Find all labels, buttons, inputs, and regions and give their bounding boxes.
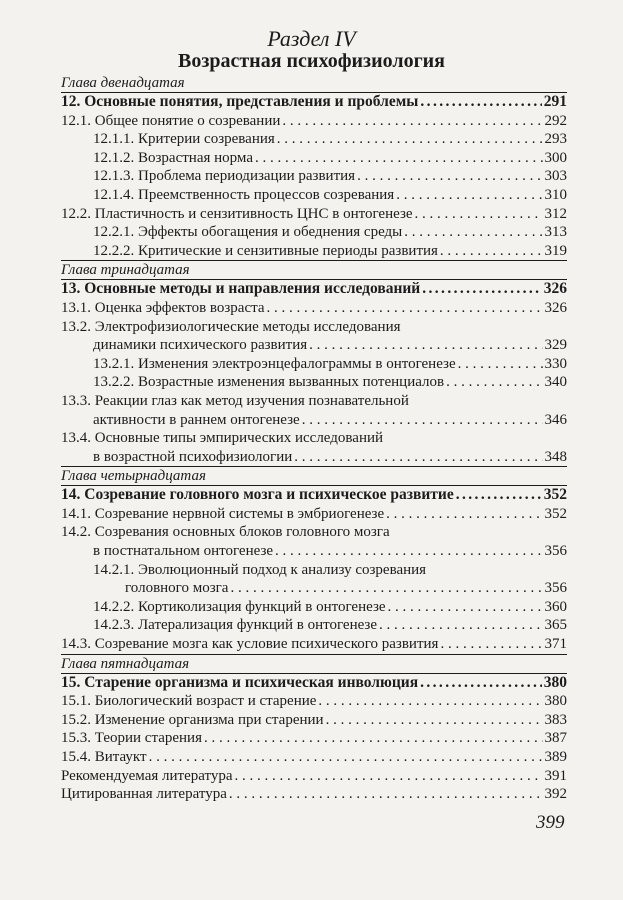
entry-title: Цитированная литература <box>61 786 227 803</box>
entry-title: 14. Созревание головного мозга и психическое развитие <box>61 486 454 504</box>
entry-page: 365 <box>544 617 567 634</box>
entry-title: 14.2.3. Латерализация функций в онтогенезе <box>93 617 378 634</box>
entry-page: 292 <box>544 112 567 129</box>
entry-title: 14.2.2. Кортиколизация функций в онтогенезе <box>93 598 386 615</box>
leader-dots <box>388 598 543 617</box>
toc-entry <box>61 692 567 711</box>
entry-title: 14.1. Созревание нервной системы в эмбриогенезе <box>61 505 385 522</box>
leader-dots <box>404 223 542 242</box>
entry-title: в возрастной психофизиологии <box>93 448 293 465</box>
toc-entry <box>61 505 567 524</box>
entry-page: 380 <box>543 673 567 691</box>
leader-dots <box>149 748 543 767</box>
toc-entry <box>61 242 567 261</box>
toc-entry <box>61 767 567 786</box>
toc-entry <box>61 112 567 131</box>
entry-page: 391 <box>544 767 567 784</box>
entry-page: 303 <box>544 168 567 185</box>
chapter-heading-12 <box>61 93 567 112</box>
toc-entry <box>61 542 567 561</box>
toc-entry <box>61 729 567 748</box>
leader-dots <box>277 130 543 149</box>
entry-title: 13.2.2. Возрастные изменения вызванных потенциалов <box>93 374 445 391</box>
toc-entry <box>61 167 567 186</box>
entry-title: в постнатальном онтогенезе <box>93 543 274 560</box>
entry-page: 312 <box>544 205 567 222</box>
leader-dots <box>302 411 543 430</box>
leader-dots <box>204 729 543 748</box>
toc-entry <box>61 616 567 635</box>
toc-entry <box>61 149 567 168</box>
entry-page: 383 <box>544 711 567 728</box>
entry-title: головного мозга <box>125 580 229 597</box>
toc-entry <box>61 186 567 205</box>
entry-title-line: 13.2. Электрофизиологические методы исследования <box>61 318 401 335</box>
entry-page: 356 <box>544 543 567 560</box>
entry-title-line: 13.4. Основные типы эмпирических исследований <box>61 430 384 447</box>
entry-title: 13.1. Оценка эффектов возраста <box>61 299 265 316</box>
entry-page: 387 <box>544 730 567 747</box>
leader-dots <box>309 336 542 355</box>
page-number: 399 <box>536 812 565 833</box>
entry-title: 12.2.1. Эффекты обогащения и обеднения среды <box>93 224 403 241</box>
toc-entry <box>61 748 567 767</box>
entry-title: 12.1. Общее понятие о созревании <box>61 112 281 129</box>
entry-title: 15.2. Изменение организма при старении <box>61 711 324 728</box>
toc-entry <box>61 223 567 242</box>
toc-entry <box>61 448 567 467</box>
entry-title: 12.2.2. Критические и сензитивные периоды развития <box>93 242 438 259</box>
chapter-label-14: Глава четырнадцатая <box>61 468 206 485</box>
toc-entry <box>61 373 567 392</box>
leader-dots <box>415 205 543 224</box>
leader-dots <box>326 711 543 730</box>
entry-page: 392 <box>544 786 567 803</box>
entry-title: Рекомендуемая литература <box>61 767 233 784</box>
entry-page: 310 <box>544 186 567 203</box>
entry-page: 330 <box>544 355 567 372</box>
toc-entry <box>61 130 567 149</box>
leader-dots <box>235 767 543 786</box>
entry-page: 348 <box>544 448 567 465</box>
entry-title: 12.2. Пластичность и сензитивность ЦНС в онтогенезе <box>61 205 413 222</box>
toc-entry <box>61 598 567 617</box>
leader-dots <box>446 373 542 392</box>
entry-title-line: 14.2.1. Эволюционный подход к анализу созревания <box>93 561 427 578</box>
toc-entry <box>61 411 567 430</box>
entry-page: 313 <box>544 224 567 241</box>
toc-entry <box>61 785 567 804</box>
toc-entry <box>61 299 567 318</box>
entry-page: 352 <box>543 486 567 504</box>
chapter-heading-13 <box>61 280 567 299</box>
chapter-label-15: Глава пятнадцатая <box>61 655 190 672</box>
entry-page: 329 <box>544 337 567 354</box>
leader-dots <box>422 280 542 299</box>
section-label: Раздел IV <box>267 26 356 51</box>
chapter-heading-15 <box>61 674 567 693</box>
entry-title: 13. Основные методы и направления исследований <box>61 280 421 298</box>
entry-title: активности в раннем онтогенезе <box>93 411 300 428</box>
entry-title: 13.2.1. Изменения электроэнцефалограммы в онтогенезе <box>93 355 456 372</box>
entry-title: 12.1.2. Возрастная норма <box>93 149 253 166</box>
entry-page: 360 <box>544 598 567 615</box>
leader-dots <box>420 93 541 112</box>
entry-title: 14.3. Созревание мозга как условие психического развития <box>61 636 439 653</box>
leader-dots <box>420 674 542 693</box>
leader-dots <box>230 579 542 598</box>
entry-title-line: 13.3. Реакции глаз как метод изучения познавательной <box>61 392 409 409</box>
entry-page: 291 <box>543 93 567 110</box>
entry-title: 15.4. Витаукт <box>61 749 147 765</box>
toc-entry <box>61 711 567 730</box>
leader-dots <box>275 542 542 561</box>
chapter-label-12: Глава двенадцатая <box>61 75 185 91</box>
entry-page: 300 <box>544 149 567 166</box>
table-of-contents <box>61 74 567 804</box>
chapter-heading-14 <box>61 486 567 505</box>
entry-page: 340 <box>544 374 567 391</box>
entry-title: 12.1.4. Преемственность процессов созревания <box>93 186 395 203</box>
entry-page: 380 <box>544 693 567 710</box>
leader-dots <box>440 242 543 261</box>
leader-dots <box>282 112 542 131</box>
leader-dots <box>318 692 542 711</box>
entry-title: динамики психического развития <box>93 337 308 354</box>
leader-dots <box>386 505 542 524</box>
section-title: Возрастная психофизиология <box>177 50 445 72</box>
leader-dots <box>396 186 542 205</box>
entry-page: 356 <box>544 580 567 597</box>
leader-dots <box>267 299 543 318</box>
entry-title: 15.3. Теории старения <box>61 730 202 747</box>
leader-dots <box>456 486 542 505</box>
leader-dots <box>379 616 542 635</box>
toc-entry <box>61 635 567 654</box>
entry-page: 389 <box>544 749 567 765</box>
toc-entry <box>61 579 567 598</box>
entry-page: 352 <box>544 505 567 522</box>
leader-dots <box>357 167 542 186</box>
entry-page: 326 <box>543 280 567 298</box>
toc-entry <box>61 205 567 224</box>
entry-title-line: 14.2. Созревания основных блоков головного мозга <box>61 524 390 541</box>
entry-title: 15.1. Биологический возраст и старение <box>61 693 317 710</box>
leader-dots <box>294 448 542 467</box>
entry-page: 371 <box>544 636 567 653</box>
chapter-label-13: Глава тринадцатая <box>61 262 190 279</box>
toc-entry <box>61 336 567 355</box>
leader-dots <box>458 355 543 374</box>
entry-title: 12. Основные понятия, представления и проблемы <box>61 93 419 110</box>
entry-title: 12.1.1. Критерии созревания <box>93 131 275 148</box>
entry-title: 12.1.3. Проблема периодизации развития <box>93 168 356 185</box>
toc-entry <box>61 355 567 374</box>
entry-page: 326 <box>544 299 567 316</box>
leader-dots <box>440 635 542 654</box>
entry-title: 15. Старение организма и психическая инволюция <box>61 673 419 691</box>
entry-page: 346 <box>544 411 567 428</box>
entry-page: 293 <box>544 131 567 148</box>
leader-dots <box>255 149 543 168</box>
leader-dots <box>229 785 543 804</box>
entry-page: 319 <box>544 242 567 259</box>
